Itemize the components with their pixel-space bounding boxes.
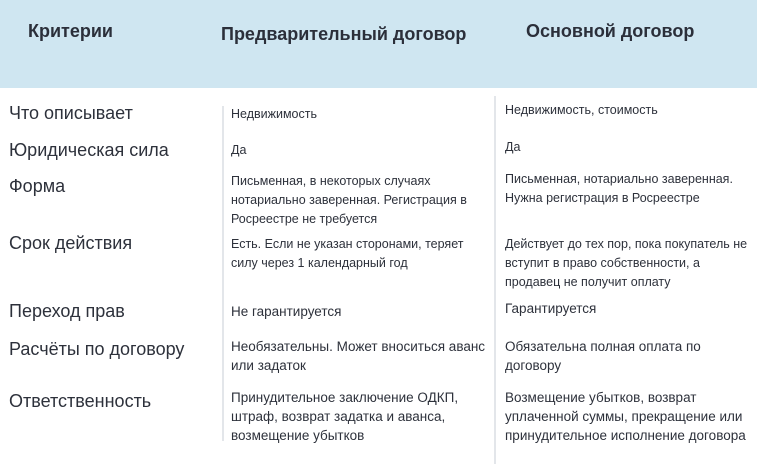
- criterion-label: Юридическая сила: [9, 140, 169, 160]
- criterion-label: Расчёты по договору: [9, 339, 185, 359]
- criterion-label: Срок действия: [9, 233, 133, 253]
- preliminary-value: Не гарантируется: [231, 304, 342, 319]
- main-value: Возмещение убытков, возврат уплаченной суммы, прекращение или принудительное исполнение договора: [505, 390, 746, 443]
- preliminary-value: Принудительное заключение ОДКП, штраф, возврат задатка и аванса, возмещение убытков: [231, 390, 459, 443]
- preliminary-value: Необязательны. Может вноситься аванс или задаток: [231, 339, 486, 373]
- column-divider-2: [494, 96, 496, 464]
- main-value: Письменная, нотариально заверенная. Нужна регистрация в Росреестре: [505, 172, 733, 205]
- preliminary-value: Недвижимость: [231, 107, 317, 121]
- header-preliminary-contract: Предварительный договор: [221, 24, 467, 44]
- criterion-label: Что описывает: [9, 103, 133, 123]
- main-value: Да: [505, 140, 521, 154]
- main-value: Обязательна полная оплата по договору: [505, 339, 701, 373]
- preliminary-value: Письменная, в некоторых случаях нотариально заверенная. Регистрация в Росреестре не требуется: [231, 174, 467, 226]
- table-header: [0, 0, 757, 88]
- preliminary-value: Да: [231, 143, 247, 157]
- main-value: Недвижимость, стоимость: [505, 103, 658, 117]
- criterion-label: Переход прав: [9, 301, 125, 321]
- criterion-label: Форма: [9, 176, 66, 196]
- criterion-label: Ответственность: [9, 391, 152, 411]
- header-main-contract: Основной договор: [526, 21, 695, 41]
- column-divider-1: [222, 106, 224, 441]
- main-value: Действует до тех пор, пока покупатель не вступит в право собственности, а продавец не получит оплату: [505, 237, 748, 289]
- main-value: Гарантируется: [505, 301, 597, 316]
- preliminary-value: Есть. Если не указан сторонами, теряет силу через 1 календарный год: [231, 237, 464, 270]
- header-criteria: Критерии: [28, 21, 113, 41]
